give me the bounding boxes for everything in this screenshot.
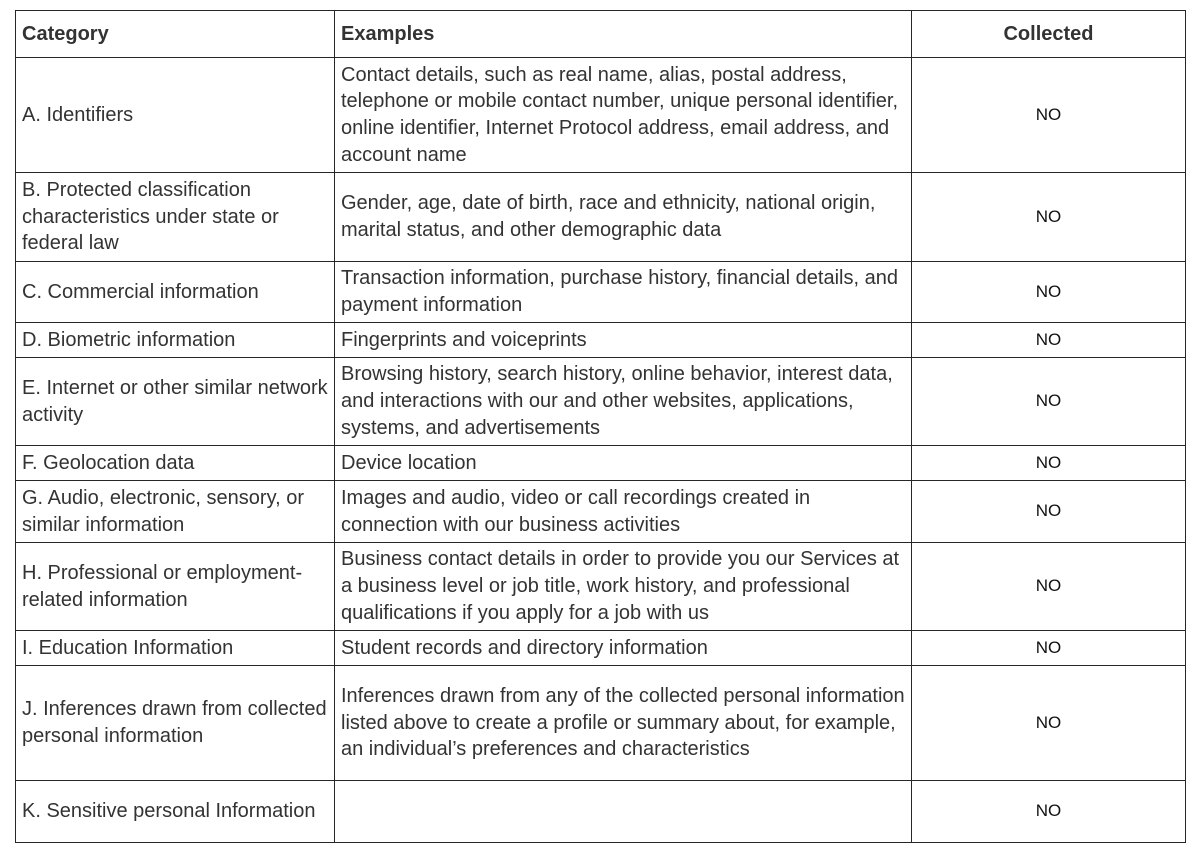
examples-cell: Contact details, such as real name, alias, postal address, telephone or mobile contact number, unique personal identifier, online identifier, Internet Protocol address, email address, and account name (335, 58, 912, 173)
category-cell: I. Education Information (16, 631, 335, 666)
table-row (16, 781, 1186, 843)
table-row (16, 358, 1186, 446)
collected-cell: NO (912, 481, 1186, 543)
table-header (16, 11, 1186, 58)
header-category: Category (16, 11, 335, 58)
examples-cell: Fingerprints and voiceprints (335, 323, 912, 358)
table-body (16, 58, 1186, 843)
examples-cell: Browsing history, search history, online behavior, interest data, and interactions with our and other websites, applications, systems, and advertisements (335, 358, 912, 446)
category-cell: D. Biometric information (16, 323, 335, 358)
examples-cell (335, 781, 912, 843)
category-cell: F. Geolocation data (16, 446, 335, 481)
collected-cell: NO (912, 173, 1186, 262)
category-cell: E. Internet or other similar network activity (16, 358, 335, 446)
examples-cell: Transaction information, purchase history, financial details, and payment information (335, 262, 912, 323)
examples-cell: Gender, age, date of birth, race and ethnicity, national origin, marital status, and other demographic data (335, 173, 912, 262)
header-collected: Collected (912, 11, 1186, 58)
category-cell: J. Inferences drawn from collected personal information (16, 666, 335, 781)
category-cell: G. Audio, electronic, sensory, or similar information (16, 481, 335, 543)
collected-cell: NO (912, 323, 1186, 358)
table-row (16, 666, 1186, 781)
table-row (16, 543, 1186, 631)
collected-cell: NO (912, 543, 1186, 631)
collected-cell: NO (912, 666, 1186, 781)
table-row (16, 481, 1186, 543)
table-row (16, 262, 1186, 323)
examples-cell: Business contact details in order to provide you our Services at a business level or job title, work history, and professional qualifications if you apply for a job with us (335, 543, 912, 631)
category-cell: H. Professional or employment-related information (16, 543, 335, 631)
table-row (16, 58, 1186, 173)
collected-cell: NO (912, 58, 1186, 173)
examples-cell: Device location (335, 446, 912, 481)
table-row (16, 631, 1186, 666)
collected-cell: NO (912, 358, 1186, 446)
collected-cell: NO (912, 781, 1186, 843)
collected-cell: NO (912, 262, 1186, 323)
examples-cell: Inferences drawn from any of the collected personal information listed above to create a profile or summary about, for example, an individual’s preferences and characteristics (335, 666, 912, 781)
category-cell: C. Commercial information (16, 262, 335, 323)
table-row (16, 323, 1186, 358)
category-cell: A. Identifiers (16, 58, 335, 173)
header-examples: Examples (335, 11, 912, 58)
table-row (16, 173, 1186, 262)
data-collection-table (15, 10, 1186, 843)
category-cell: K. Sensitive personal Information (16, 781, 335, 843)
examples-cell: Images and audio, video or call recordings created in connection with our business activities (335, 481, 912, 543)
collected-cell: NO (912, 446, 1186, 481)
collected-cell: NO (912, 631, 1186, 666)
category-cell: B. Protected classification characteristics under state or federal law (16, 173, 335, 262)
header-row (16, 11, 1186, 58)
data-collection-table-container (15, 10, 1185, 843)
table-row (16, 446, 1186, 481)
examples-cell: Student records and directory information (335, 631, 912, 666)
